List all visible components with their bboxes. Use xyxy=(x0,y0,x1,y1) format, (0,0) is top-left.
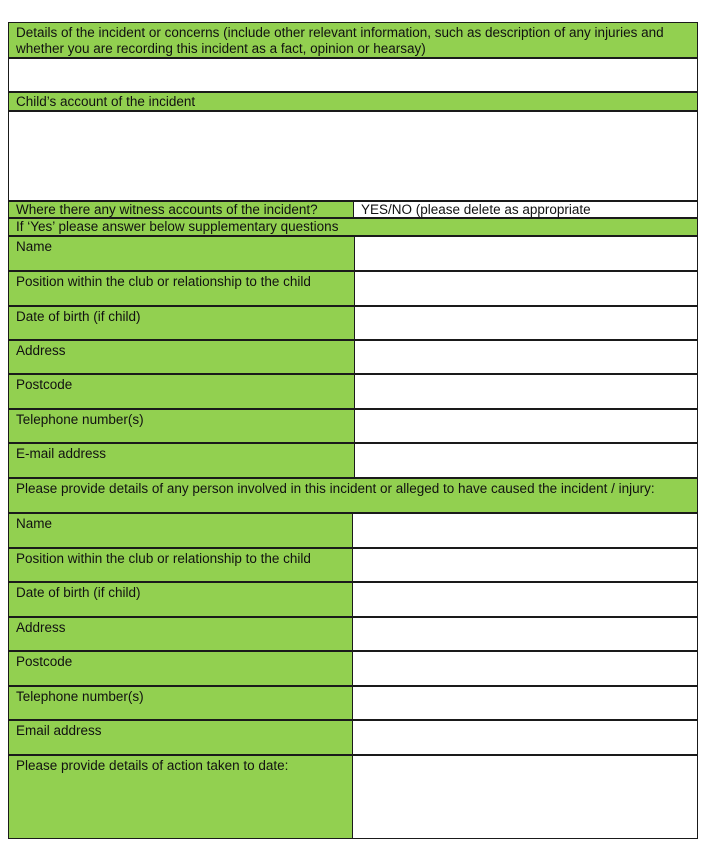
witness-field-input[interactable] xyxy=(354,306,698,340)
person-involved-heading: Please provide details of any person involved in this incident or alleged to have caused the incident / injury: xyxy=(8,478,698,513)
person-field-label: Email address xyxy=(8,720,353,755)
incident-details-row xyxy=(8,58,698,92)
witness-answer[interactable]: YES/NO (please delete as appropriate xyxy=(353,201,698,218)
witness-field-input[interactable] xyxy=(354,443,698,478)
witness-field-label: Position within the club or relationship to the child xyxy=(8,271,355,306)
witness-field-input[interactable] xyxy=(354,340,698,374)
person-field-input[interactable] xyxy=(352,617,698,651)
witness-field-input[interactable] xyxy=(354,374,698,409)
incident-details-header xyxy=(8,22,698,58)
witness-field-row xyxy=(8,374,698,409)
witness-supplementary-header xyxy=(8,218,698,236)
person-field-label: Date of birth (if child) xyxy=(8,582,353,617)
action-taken-label: Please provide details of action taken to date: xyxy=(8,755,353,839)
witness-question: Where there any witness accounts of the incident? xyxy=(8,201,354,218)
person-field-label: Telephone number(s) xyxy=(8,686,353,720)
witness-field-row xyxy=(8,306,698,340)
person-field-row xyxy=(8,617,698,651)
action-taken-row xyxy=(8,755,698,839)
witness-field-row xyxy=(8,271,698,306)
person-field-input[interactable] xyxy=(352,548,698,582)
witness-field-label: Postcode xyxy=(8,374,355,409)
child-account-heading: Child’s account of the incident xyxy=(8,92,698,111)
person-field-input[interactable] xyxy=(352,720,698,755)
person-involved-header xyxy=(8,478,698,513)
person-field-label: Name xyxy=(8,513,353,548)
person-field-input[interactable] xyxy=(352,582,698,617)
action-taken-field[interactable] xyxy=(352,755,698,839)
witness-field-label: Address xyxy=(8,340,355,374)
witness-field-input[interactable] xyxy=(354,236,698,271)
witness-field-label: Date of birth (if child) xyxy=(8,306,355,340)
witness-field-row xyxy=(8,409,698,443)
witness-field-label: Telephone number(s) xyxy=(8,409,355,443)
person-field-input[interactable] xyxy=(352,651,698,686)
person-field-row xyxy=(8,651,698,686)
witness-field-row xyxy=(8,340,698,374)
incident-details-heading: Details of the incident or concerns (include other relevant information, such as description of any injuries and whether you are recording this incident as a fact, opinion or hearsay) xyxy=(8,22,698,58)
person-field-label: Postcode xyxy=(8,651,353,686)
witness-question-row xyxy=(8,201,698,218)
witness-field-row xyxy=(8,443,698,478)
witness-field-row xyxy=(8,236,698,271)
person-field-input[interactable] xyxy=(352,513,698,548)
person-field-row xyxy=(8,686,698,720)
witness-field-label: E-mail address xyxy=(8,443,355,478)
person-field-label: Position within the club or relationship to the child xyxy=(8,548,353,582)
person-field-row xyxy=(8,582,698,617)
witness-field-label: Name xyxy=(8,236,355,271)
person-field-label: Address xyxy=(8,617,353,651)
incident-details-field[interactable] xyxy=(8,58,698,92)
person-field-input[interactable] xyxy=(352,686,698,720)
person-field-row xyxy=(8,513,698,548)
witness-field-input[interactable] xyxy=(354,409,698,443)
witness-field-input[interactable] xyxy=(354,271,698,306)
person-field-row xyxy=(8,548,698,582)
child-account-row xyxy=(8,111,698,201)
witness-supplementary-heading: If ‘Yes’ please answer below supplementary questions xyxy=(8,218,698,236)
child-account-field[interactable] xyxy=(8,111,698,201)
person-field-row xyxy=(8,720,698,755)
child-account-header xyxy=(8,92,698,111)
